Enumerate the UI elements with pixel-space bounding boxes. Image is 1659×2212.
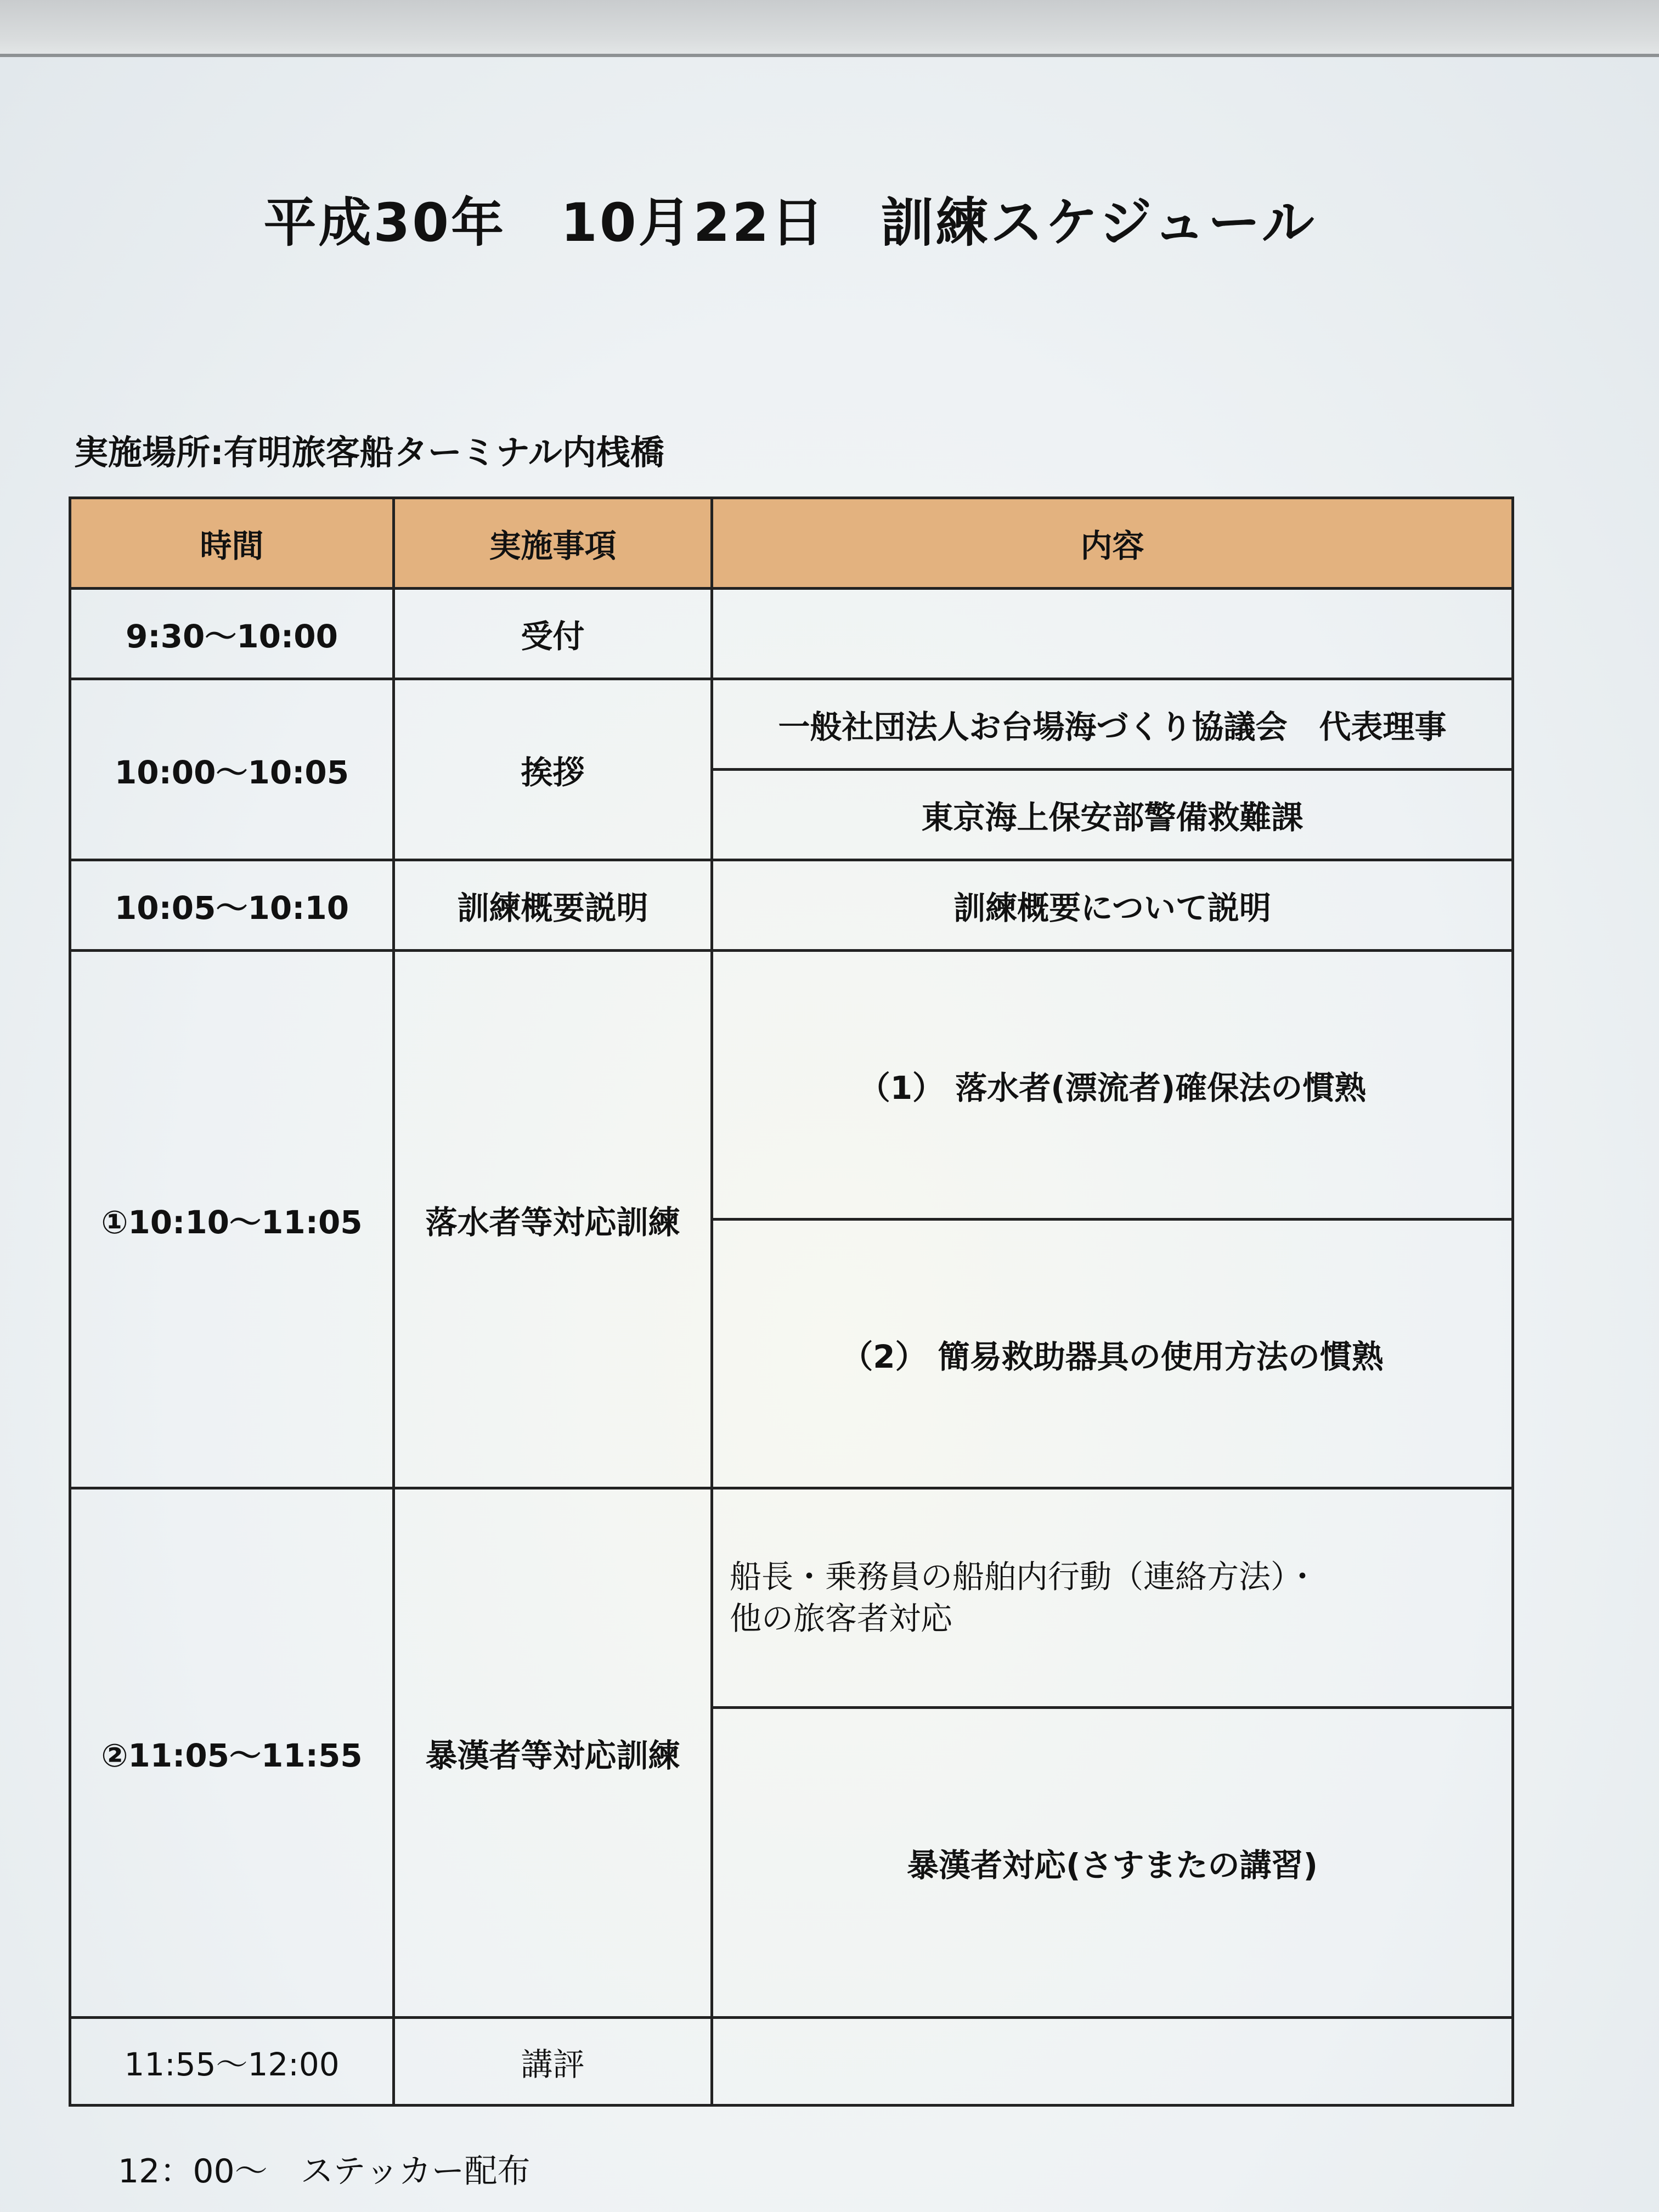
header-item: 実施事項 [394,498,712,589]
item-cell: 訓練概要説明 [394,860,712,951]
item-cell: 挨拶 [394,679,712,860]
time-cell: 10:05〜10:10 [70,860,394,951]
content-cell: 一般社団法人お台場海づくり協議会 代表理事 [712,679,1513,770]
item-cell: 落水者等対応訓練 [394,951,712,1488]
venue-label: 実施場所:有明旅客船ターミナル内桟橋 [74,432,664,472]
table-row [70,2018,1513,2106]
table-row [70,1488,1513,1708]
table-row [70,860,1513,951]
content-cell: （1） 落水者(漂流者)確保法の慣熟 [712,951,1513,1220]
monitor-bezel [0,0,1659,55]
schedule-table [69,496,1514,2107]
table-row [70,951,1513,1220]
table-row [70,589,1513,679]
content-cell: （2） 簡易救助器具の使用方法の慣熟 [712,1220,1513,1488]
header-content: 内容 [712,498,1513,589]
content-cell: 東京海上保安部警備救難課 [712,770,1513,860]
content-cell [712,1488,1513,1708]
page-title: 平成30年 10月22日 訓練スケジュール [263,192,1317,253]
header-time: 時間 [70,498,394,589]
time-cell: 9:30〜10:00 [70,589,394,679]
content-cell [712,2018,1513,2106]
table-header-row [70,498,1513,589]
content-text: 船長・乗務員の船舶内行動（連絡方法）・ 他の旅客者対応 [730,1558,1319,1637]
footer-note: 12：00〜 ステッカー配布 [118,2152,531,2191]
content-cell: 暴漢者対応(さすまたの講習) [712,1708,1513,2018]
time-cell: 11:55〜12:00 [70,2018,394,2106]
item-cell: 講評 [394,2018,712,2106]
item-cell: 受付 [394,589,712,679]
table-row [70,679,1513,770]
content-cell: 訓練概要について説明 [712,860,1513,951]
time-cell: ②11:05〜11:55 [70,1488,394,2018]
time-cell: 10:00〜10:05 [70,679,394,860]
time-cell: ①10:10〜11:05 [70,951,394,1488]
item-cell: 暴漢者等対応訓練 [394,1488,712,2018]
content-cell [712,589,1513,679]
